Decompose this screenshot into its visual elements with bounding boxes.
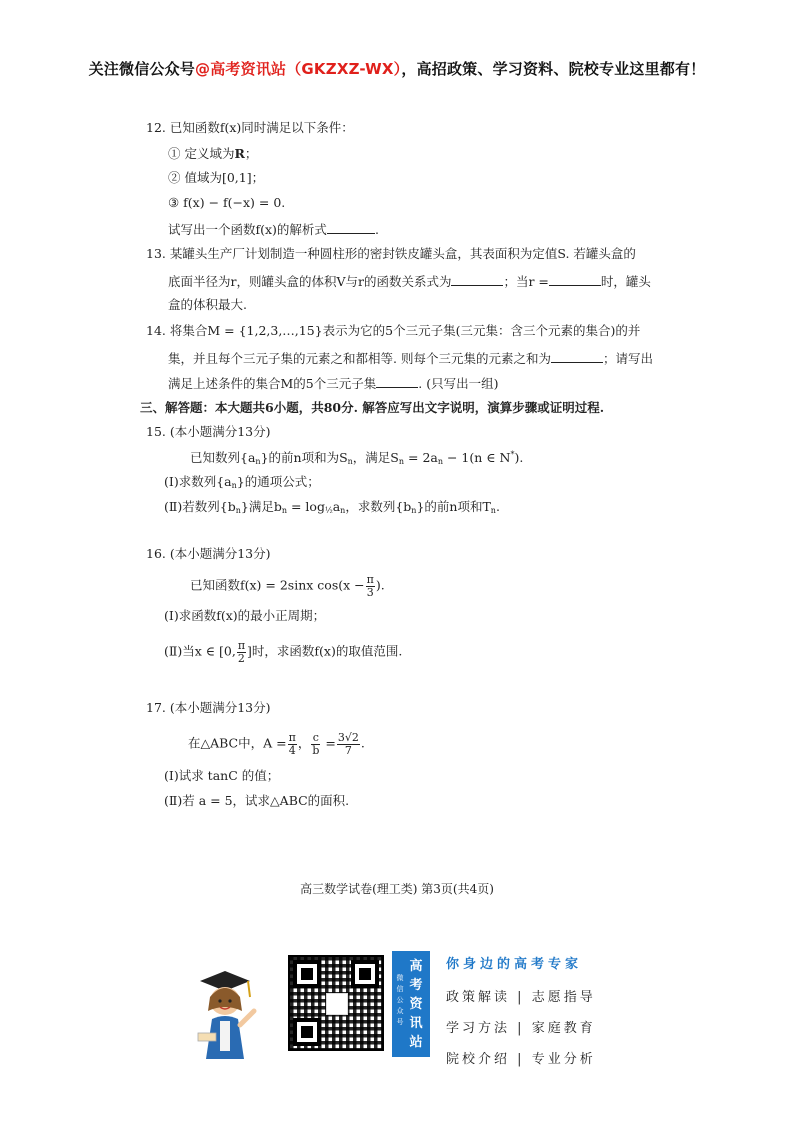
answer-blank[interactable]: [376, 376, 418, 388]
brand-vertical-badge: [392, 951, 430, 1057]
q16-stem: 已知函数f(x) = 2sinx cos(x − $\frac{\pi}{3}$ ).: [190, 573, 385, 599]
qr-code-icon[interactable]: [288, 955, 384, 1051]
fraction: $\frac{\pi}{2}$: [237, 639, 246, 665]
fraction: $\frac{\pi}{3}$: [366, 573, 374, 599]
q17-part-2: (Ⅱ)若 a = 5，试求△ABC的面积.: [164, 793, 350, 808]
section-3-heading: 三、解答题：本大题共6小题，共80分. 解答应写出文字说明，演算步骤或证明过程.: [140, 400, 605, 415]
q13-line-2: 底面半径为r，则罐头盒的体积V与r的函数关系式为 ；当r = 时，罐头: [168, 274, 651, 289]
q15-head: 15. (本小题满分13分): [146, 424, 271, 439]
fraction: $\frac{\pi}{4}$: [288, 731, 296, 757]
fraction: $\frac{3√2}{7}$: [337, 731, 359, 757]
answer-blank[interactable]: [549, 274, 601, 286]
q12-condition-2: ② 值域为[0,1]；: [168, 170, 265, 185]
q14-line-1: 14. 将集合M = {1,2,3,…,15}表示为它的5个三元子集(三元集：含三个元素的集合)的并: [146, 323, 641, 338]
banner-prefix: 关注微信公众号: [88, 60, 196, 78]
badge-big-text: 高 考 资 讯 站: [409, 959, 423, 1050]
badge-small-text: 微 信 公 众 号: [396, 974, 404, 1026]
ad-headline: 你身边的高考专家: [446, 957, 583, 972]
answer-blank[interactable]: [451, 274, 503, 286]
q12-condition-3: ③ f(x) − f(−x) = 0.: [168, 195, 286, 210]
ad-row-3: 院校介绍 | 专业分析: [446, 1052, 596, 1067]
q15-stem: 已知数列$\{a_n\}$的前n项和为$S_n$，满足$S_n = 2a_n - 1(n$ ∈ N*).: [190, 450, 524, 466]
q16-part-1: (Ⅰ)求函数f(x)的最小正周期；: [164, 608, 326, 623]
ad-row-2: 学习方法 | 家庭教育: [446, 1021, 596, 1036]
q17-head: 17. (本小题满分13分): [146, 700, 271, 715]
banner-suffix: ，高招政策、学习资料、院校专业这里都有！: [401, 60, 706, 78]
banner-brand[interactable]: @高考资讯站（GKZXZ-WX）: [195, 60, 402, 78]
q16-part-2: (Ⅱ)当x ∈ [0, $\frac{\pi}{2}$ ]时，求函数f(x)的取值范围.: [164, 639, 403, 665]
q15-part-2: (Ⅱ)若数列$\{b_n\}$满足$b_n = \log_{\frac{1}{2}}a_n$，求数列$\{b_n\}$的前n项和$T_n$.: [164, 499, 500, 515]
promo-banner: [0, 58, 794, 79]
q16-head: 16. (本小题满分13分): [146, 546, 271, 561]
graduate-cartoon-icon: [190, 967, 260, 1063]
q17-part-1: (Ⅰ)试求 tanC 的值；: [164, 768, 280, 783]
q12-stem: 12. 已知函数f(x)同时满足以下条件：: [146, 120, 354, 135]
q14-line-2: 集，并且每个三元子集的元素之和都相等. 则每个三元集的元素之和为 ；请写出: [168, 351, 653, 366]
ad-row-1: 政策解读 | 志愿指导: [446, 990, 596, 1005]
fraction: $\frac{c}{b}$: [312, 731, 320, 757]
ad-text: [446, 953, 596, 1079]
answer-blank[interactable]: [327, 222, 375, 234]
q15-part-1: (Ⅰ)求数列$\{a_n\}$的通项公式；: [164, 474, 320, 490]
answer-blank[interactable]: [551, 351, 603, 363]
page-footer: 高三数学试卷(理工类) 第3页(共4页): [300, 882, 494, 896]
q12-condition-1: ① 定义域为R；: [168, 146, 258, 161]
q17-stem: 在△ABC中，A = $\frac{\pi}{4}$ ， $\frac{c}{b}$ = $\frac{3√2}{7}$ .: [188, 731, 365, 757]
q13-line-3: 盒的体积最大.: [168, 297, 247, 312]
q13-line-1: 13. 某罐头生产厂计划制造一种圆柱形的密封铁皮罐头盒，其表面积为定值S. 若罐头盒的: [146, 246, 636, 261]
q14-line-3: 满足上述条件的集合M的5个三元子集 . (只写出一组): [168, 376, 499, 391]
q12-ask: 试写出一个函数f(x)的解析式 .: [168, 222, 379, 237]
promo-ad[interactable]: [190, 945, 620, 1065]
